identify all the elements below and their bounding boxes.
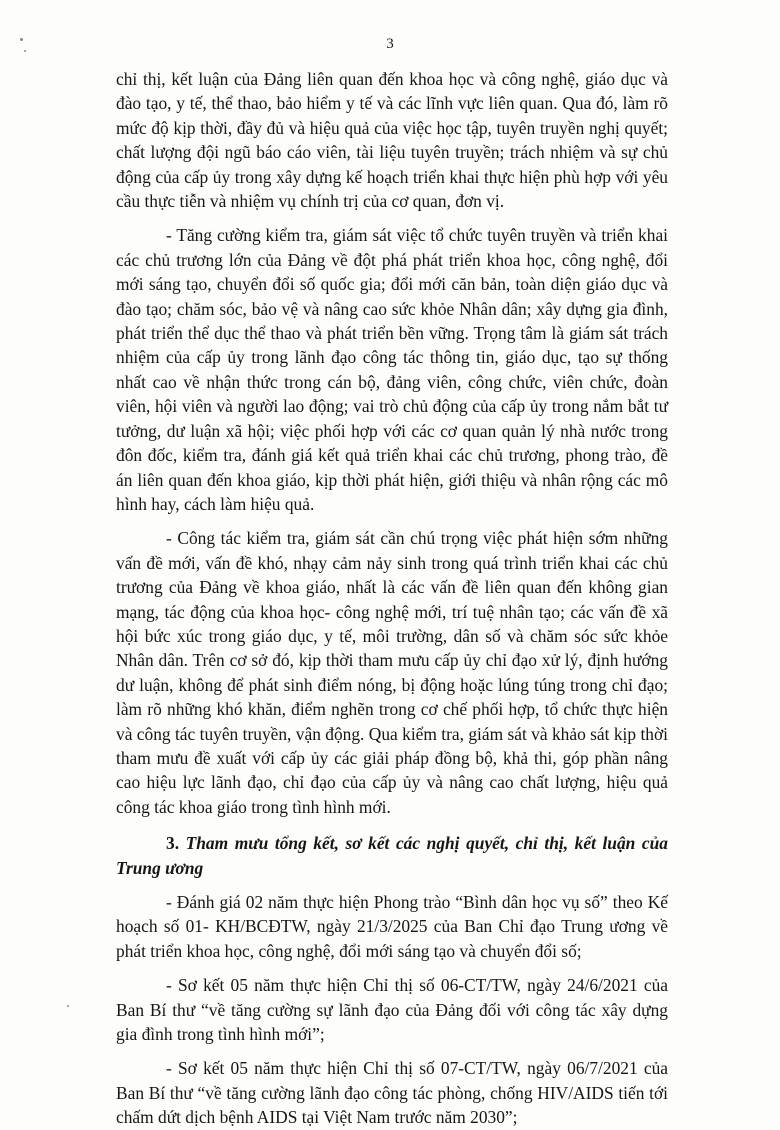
paragraph-inspection: - Tăng cường kiểm tra, giám sát việc tổ chức tuyên truyền và triển khai các chủ trương lớn của Đảng về đột phá phát triển khoa học, công nghệ, đổi mới sáng tạo, chuyển đổi số quốc gia; đổi mới căn bản, toàn diện giáo dục và đào tạo; chăm sóc, bảo vệ và nâng cao sức khỏe Nhân dân; xây dựng gia đình, phát triển thể dục thể thao và phát triển bền vững. Trọng tâm là giám sát trách nhiệm của cấp ủy trong lãnh đạo công tác thông tin, giáo dục, tạo sự thống nhất cao về nhận thức trong cán bộ, đảng viên, công chức, viên chức, đoàn viên, hội viên và người lao động; vai trò chủ động của cấp ủy trong nắm bắt tư tưởng, dư luận xã hội; việc phối hợp với các cơ quan quản lý nhà nước trong đôn đốc, kiểm tra, đánh giá kết quả triển khai các chủ trương, phong trào, đề án liên quan đến khoa giáo, kịp thời phát hiện, giới thiệu và nhân rộng các mô hình hay, cách làm hiệu quả.	[116, 225, 668, 514]
document-body	[116, 67, 668, 1130]
section-number: 3.	[166, 833, 180, 854]
section-title: Tham mưu tổng kết, sơ kết các nghị quyết, chỉ thị, kết luận của Trung ương	[116, 833, 668, 878]
page-number: 3	[386, 36, 394, 52]
paragraph-supervision: - Công tác kiểm tra, giám sát cần chú trọng việc phát hiện sớm những vấn đề mới, vấn đề khó, nhạy cảm nảy sinh trong quá trình triển khai các chủ trương của Đảng về khoa giáo, nhất là các vấn đề liên quan đến không gian mạng, tác động của khoa học- công nghệ mới, trí tuệ nhân tạo; các vấn đề xã hội bức xúc trong giáo dục, y tế, môi trường, dân số và chăm sóc sức khỏe Nhân dân. Trên cơ sở đó, kịp thời tham mưu cấp ủy chỉ đạo xử lý, định hướng dư luận, không để phát sinh điểm nóng, bị động hoặc lúng túng trong chỉ đạo; làm rõ những khó khăn, điểm nghẽn trong cơ chế phối hợp, tổ chức thực hiện và công tác tuyên truyền, vận động. Qua kiểm tra, giám sát và khảo sát kịp thời tham mưu đề xuất với cấp ủy các giải pháp đồng bộ, khả thi, góp phần nâng cao hiệu lực lãnh đạo, chỉ đạo của cấp ủy và nâng cao chất lượng, hiệu quả công tác khoa giáo trong tình hình mới.	[116, 528, 668, 817]
paragraph-continuation: chỉ thị, kết luận của Đảng liên quan đến khoa học và công nghệ, giáo dục và đào tạo, y tế, thể thao, bảo hiểm y tế và các lĩnh vực liên quan. Qua đó, làm rõ mức độ kịp thời, đầy đủ và hiệu quả của việc học tập, tuyên truyền nghị quyết; chất lượng đội ngũ báo cáo viên, tài liệu tuyên truyền; trách nhiệm và sự chủ động của cấp ủy trong xây dựng kế hoạch triển khai thực hiện phù hợp với yêu cầu thực tiễn và nhiệm vụ chính trị của cơ quan, đơn vị.	[116, 69, 668, 212]
list-item: - Sơ kết 05 năm thực hiện Chỉ thị số 06-CT/TW, ngày 24/6/2021 của Ban Bí thư “về tăng cường sự lãnh đạo của Đảng đối với công tác xây dựng gia đình trong tình hình mới”;	[116, 975, 668, 1045]
list-item: - Đánh giá 02 năm thực hiện Phong trào “Bình dân học vụ số” theo Kế hoạch số 01- KH/BCĐTW, ngày 21/3/2025 của Ban Chỉ đạo Trung ương về phát triển khoa học, công nghệ, đổi mới sáng tạo và chuyển đổi số;	[116, 892, 668, 961]
scan-speck	[67, 1005, 69, 1007]
section-heading	[116, 831, 668, 880]
list-item: - Sơ kết 05 năm thực hiện Chỉ thị số 07-CT/TW, ngày 06/7/2021 của Ban Bí thư “về tăng cường lãnh đạo công tác phòng, chống HIV/AIDS tiến tới chấm dứt dịch bệnh AIDS tại Việt Nam trước năm 2030”;	[116, 1058, 668, 1128]
